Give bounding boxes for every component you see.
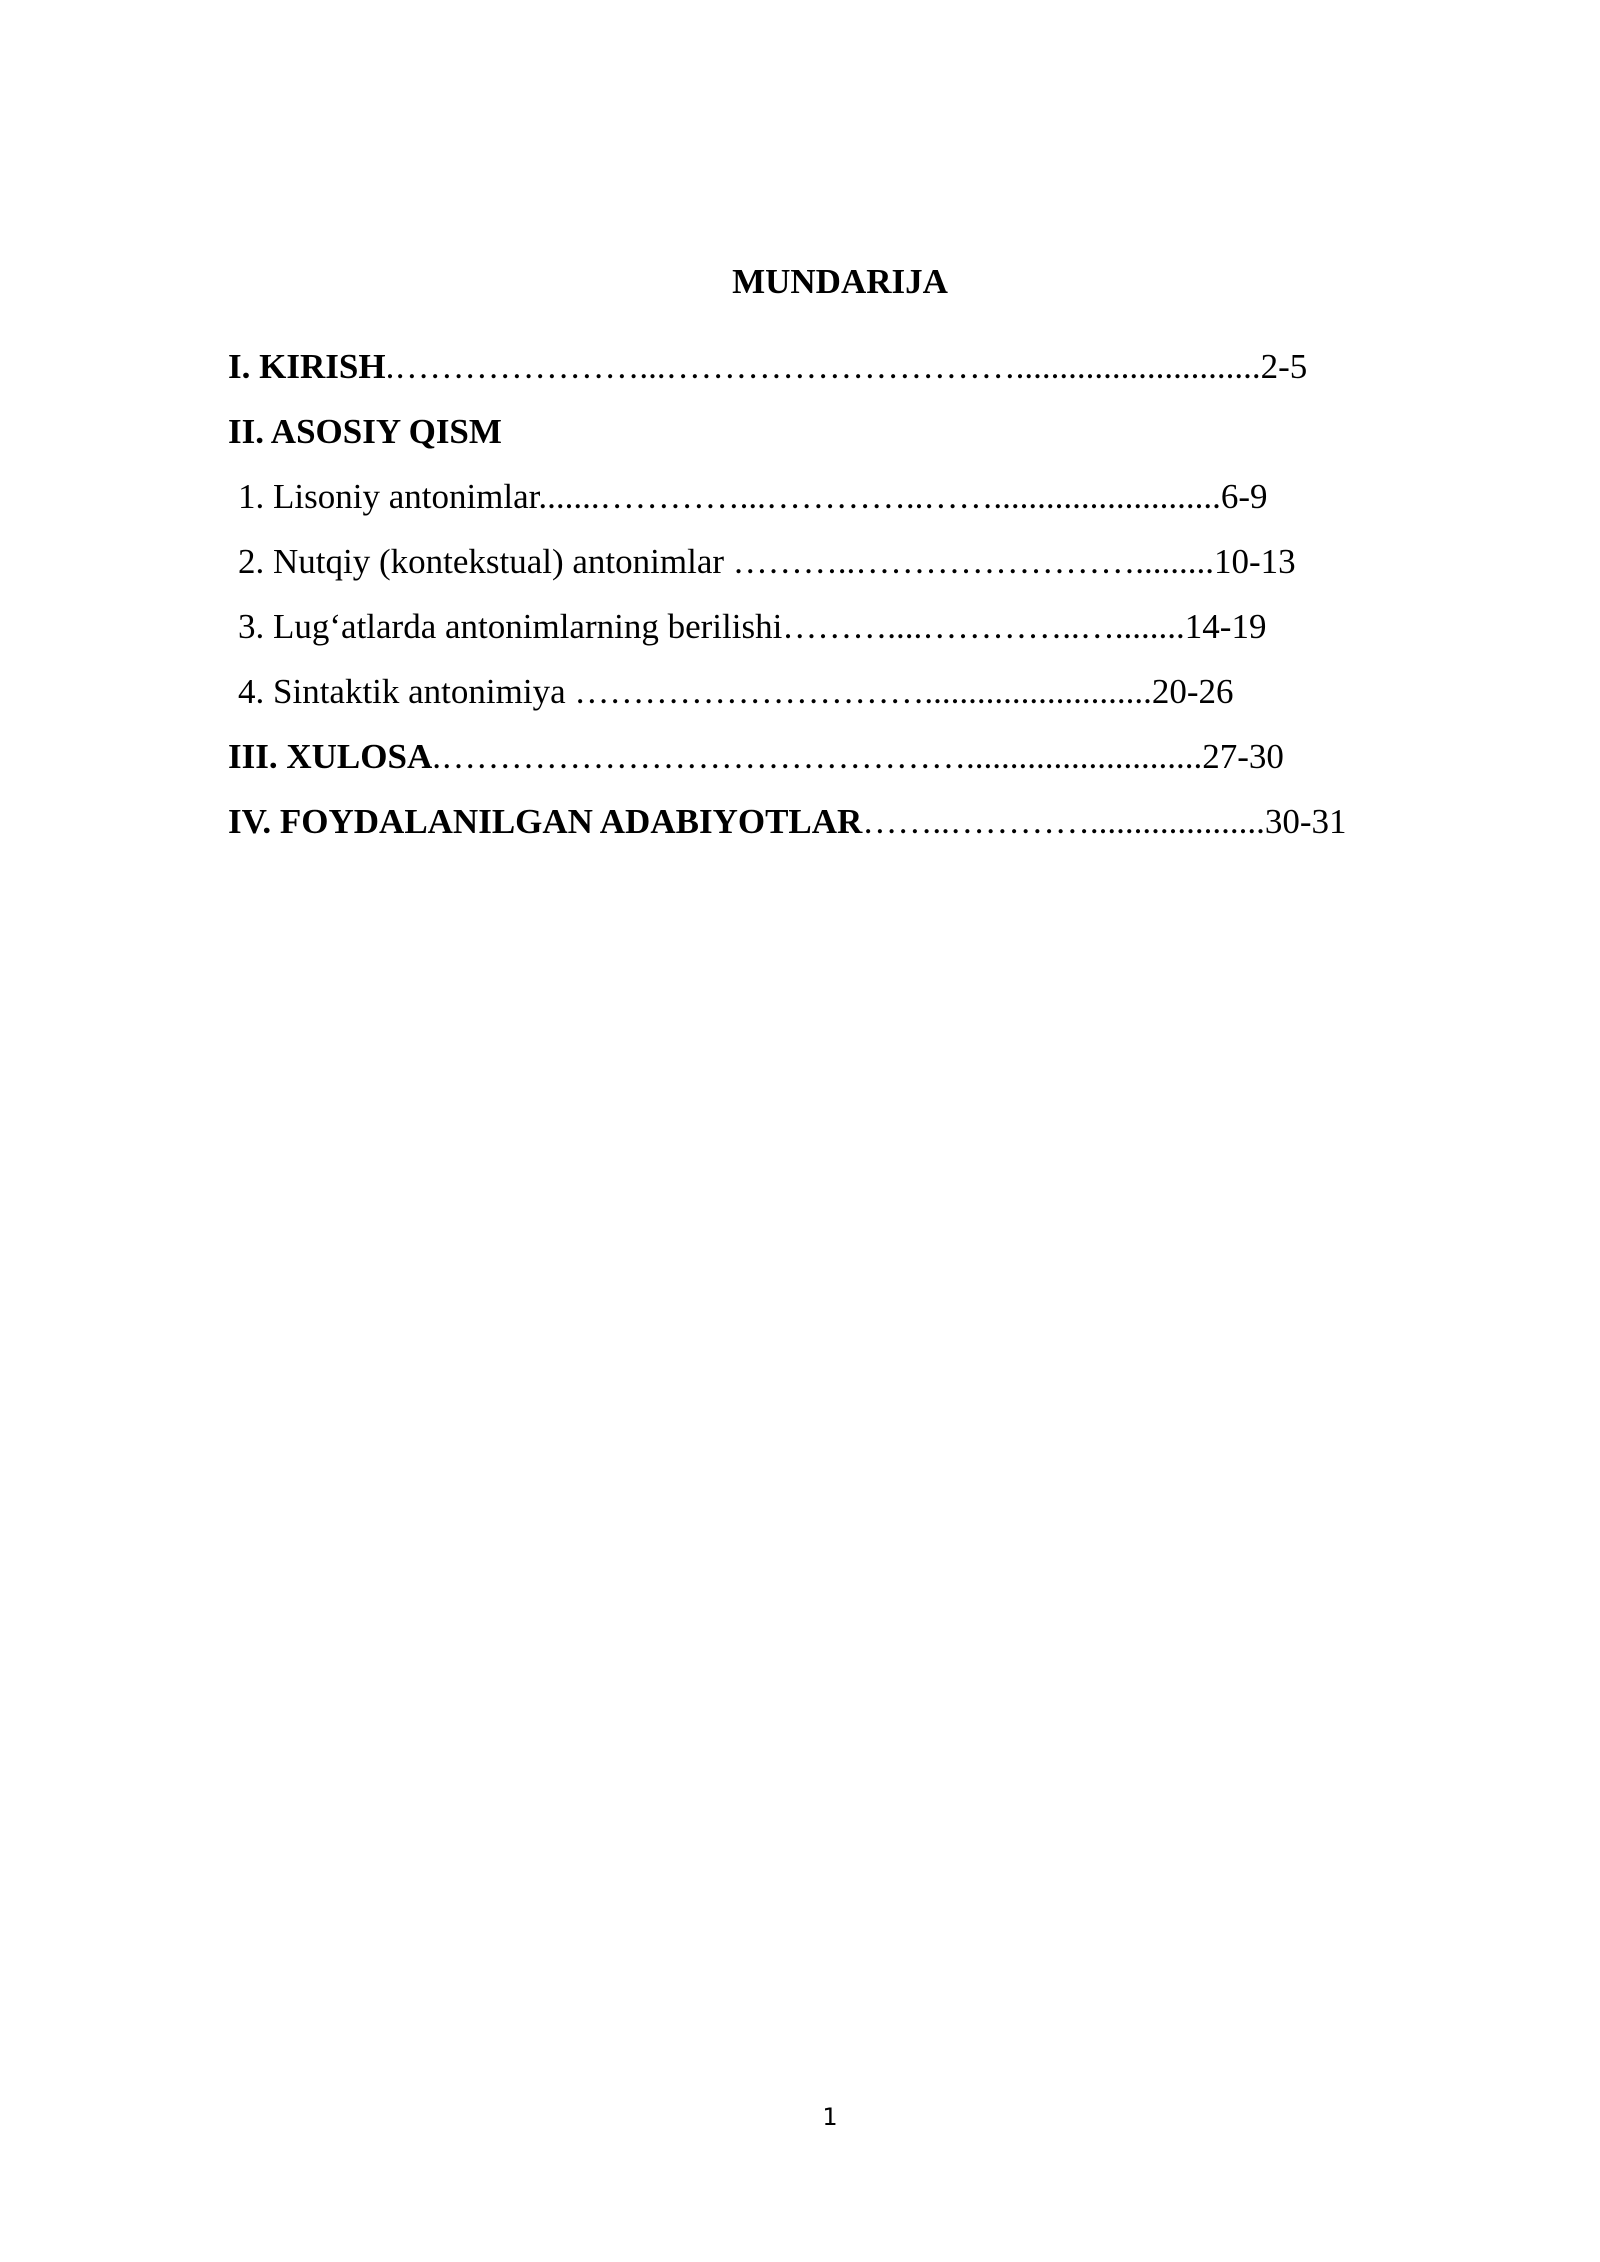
toc-entry-xulosa [228, 735, 1478, 800]
toc-entry-nutqiy-antonimlar [228, 540, 1478, 605]
toc-entry-pages: 30-31 [1264, 802, 1347, 841]
table-of-contents [228, 345, 1478, 865]
toc-entry-pages: 14-19 [1184, 607, 1267, 646]
toc-entry-sintaktik-antonimiya [228, 670, 1478, 735]
toc-entry-leader: .......…………...…………..…….......................... [538, 477, 1221, 516]
toc-entry-label: 2. Nutqiy (kontekstual) antonimlar [238, 542, 733, 581]
toc-entry-foydalanilgan-adabiyotlar [228, 800, 1478, 865]
toc-entry-leader: ……..………….................... [862, 802, 1265, 841]
toc-entry-label: 1. Lisoniy antonimlar [238, 477, 539, 516]
toc-entry-leader: .…………………...…………………………............................ [385, 347, 1261, 386]
toc-entry-label: IV. FOYDALANILGAN ADABIYOTLAR [228, 802, 863, 841]
toc-entry-pages: 10-13 [1214, 542, 1296, 581]
page-number: 1 [822, 2103, 838, 2131]
toc-entry-label: 3. Lug‘atlarda antonimlarning berilishi [238, 607, 783, 646]
toc-entry-asosiy-qism [228, 410, 1478, 475]
toc-entry-pages: 27-30 [1202, 737, 1284, 776]
toc-entry-label: II. ASOSIY QISM [228, 412, 502, 451]
toc-entry-leader: .………………………………………........................... [432, 737, 1203, 776]
toc-entry-pages: 20-26 [1151, 672, 1234, 711]
toc-entry-label: I. KIRISH [228, 347, 386, 386]
toc-entry-leader: ………………………….......................... [574, 672, 1152, 711]
page-title: MUNDARIJA [732, 262, 948, 301]
toc-entry-lisoniy-antonimlar [228, 475, 1478, 540]
toc-entry-leader: ………..……………………......... [732, 542, 1215, 581]
toc-entry-pages: 6-9 [1220, 477, 1268, 516]
toc-entry-label: 4. Sintaktik antonimiya [238, 672, 575, 711]
toc-entry-pages: 2-5 [1260, 347, 1308, 386]
toc-entry-kirish [228, 345, 1478, 410]
toc-entry-leader: ………....…………..…........ [782, 607, 1185, 646]
toc-entry-lugatlarda-antonimlar [228, 605, 1478, 670]
toc-entry-label: III. XULOSA [228, 737, 433, 776]
